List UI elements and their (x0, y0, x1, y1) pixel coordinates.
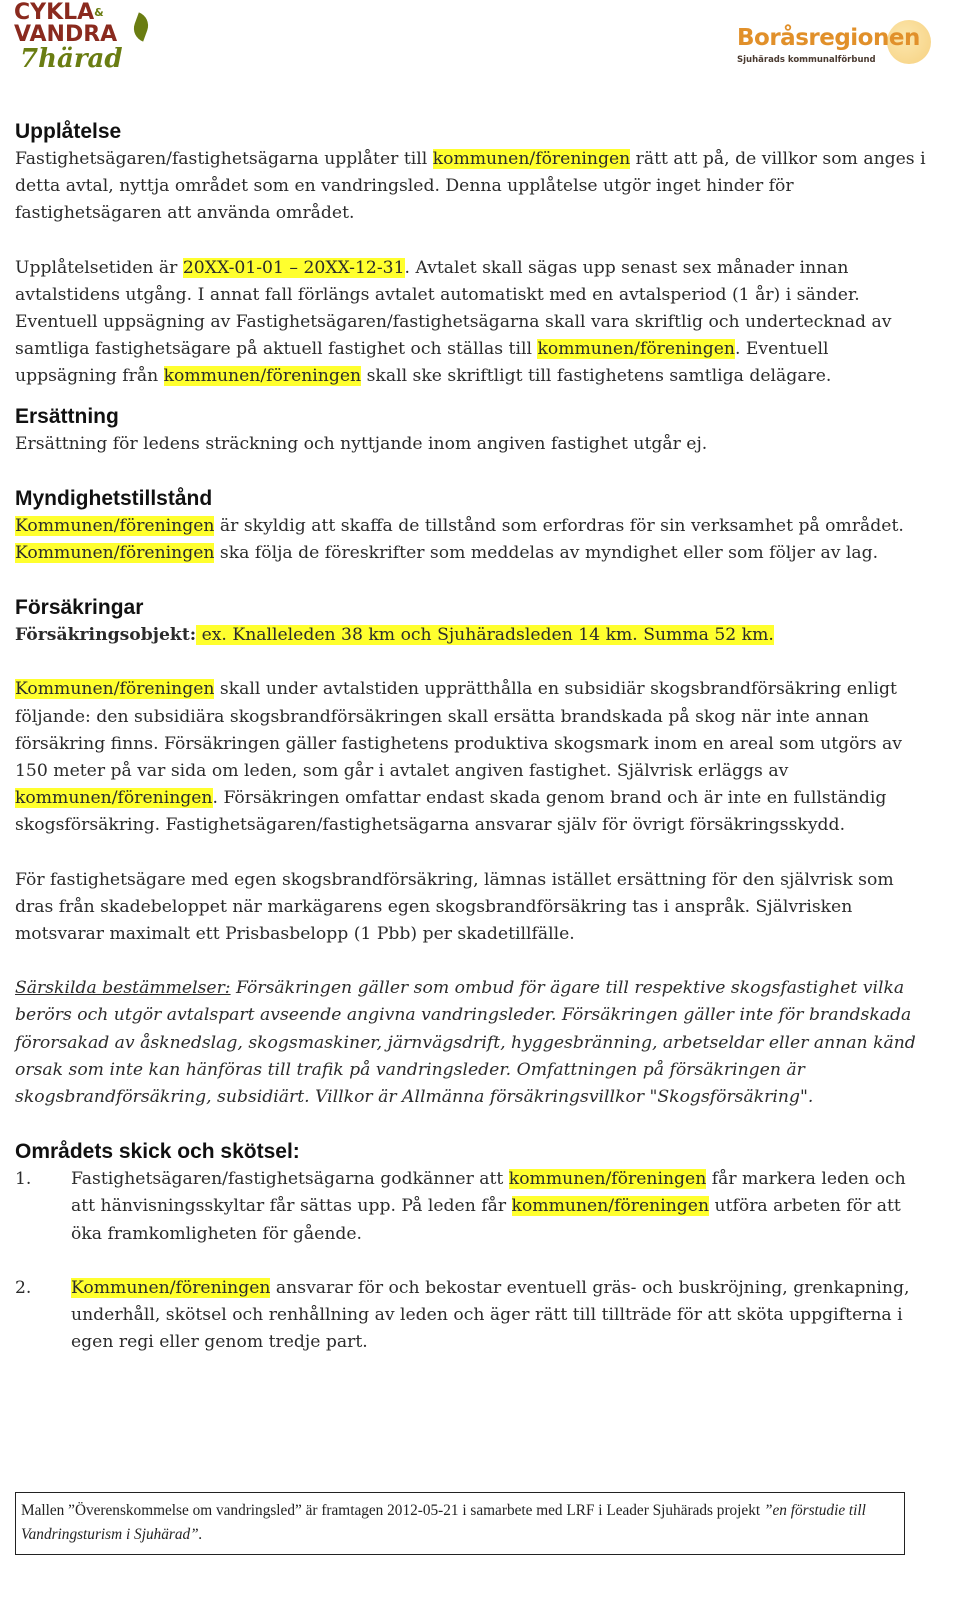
logo-line1: CYKLA (14, 0, 95, 25)
skick-list (15, 1166, 935, 1356)
heading-ersattning: Ersättning (15, 404, 119, 428)
highlighted-party: Kommunen/föreningen (15, 679, 215, 700)
upplatelse-paragraph-1 (15, 146, 935, 228)
object-label: Försäkringsobjekt: (15, 625, 197, 646)
logo-line2: VANDRA (14, 22, 118, 47)
list-spacer (15, 1248, 935, 1275)
text: Fastighetsägaren/fastighetsägarna godkänner att (71, 1169, 509, 1190)
list-number: 1. (15, 1169, 32, 1190)
cykla-vandra-logo (14, 0, 154, 74)
ersattning-paragraph: Ersättning för ledens sträckning och nyttjande inom angiven fastighet utgår ej. (15, 433, 708, 454)
text: rätt att på, de villkor som anges i detta avtal, nyttja området som en vandringsled. Denna upplåtelse utgör inget hinder för fastighetsägaren att använda området. (15, 149, 926, 224)
highlighted-party: Kommunen/föreningen (15, 543, 215, 564)
heading-forsakringar: Försäkringar (15, 596, 144, 620)
highlighted-party: kommunen/föreningen (508, 1169, 707, 1190)
logo-name: Boråsregionen (737, 25, 920, 51)
text: Fastighetsägaren/fastighetsägarna upplåter till (15, 149, 433, 169)
highlighted-party: kommunen/föreningen (15, 788, 213, 809)
object-value: ex. Knalleleden 38 km och Sjuhäradsleden 14 km. Summa 52 km. (196, 625, 774, 646)
text: ansvarar för och bekostar eventuell gräs- och buskröjning, grenkapning, underhåll, skötsel och renhållning av leden och äger rätt till tillträde för att sköta uppgifterna i egen regi eller genom tredje part. (71, 1277, 910, 1353)
logo-amp: & (94, 6, 104, 19)
forsakringar-paragraph-2: För fastighetsägare med egen skogsbrandförsäkring, lämnas istället ersättning för den självrisk som dras från skadebeloppet när markägarens egen skogsbrandförsäkring tas i anspråk. Självrisken motsvarar maximalt ett Prisbasbelopp (1 Pbb) per skadetillfälle. (15, 869, 894, 945)
forsakringsobjekt (15, 622, 935, 649)
text: utföra arbeten för att öka framkomligheten för gående. (71, 1196, 901, 1244)
highlighted-party: kommunen/föreningen (432, 149, 631, 169)
text: . Försäkringen omfattar endast skada genom brand och är inte en fullständig skogsförsäkring. Fastighetsägaren/fastighetsägarna ansvarar själv för övrigt försäkringsskydd. (15, 788, 887, 836)
list-item (15, 1166, 935, 1248)
text: ska följa de föreskrifter som meddelas av myndighet eller som följer av lag. (214, 543, 879, 564)
borasregionen-logo (737, 22, 947, 72)
special-text: Försäkringen gäller som ombud för ägare till respektive skogsfastighet vilka berörs och utgör avtalspart avseende angivna vandringsleder. Försäkringen gäller inte för brandskada förorsakad av åsknedslag, skogsmaskiner, järnvägsdrift, hyggesbränning, arbetseldar eller annan känd orsak som inte kan hänföras till trafik på vandringsleder. Omfattningen på försäkringen är skogsbrandförsäkring, subsidiärt. Villkor är Allmänna försäkringsvillkor "Skogsförsäkring". (15, 978, 916, 1108)
text: Upplåtelsetiden är (15, 257, 183, 278)
footer-italic: ”en förstudie till Vandringsturism i Sjuhärad”. (21, 1502, 866, 1543)
footer-text: Mallen ”Överenskommelse om vandringsled” är framtagen 2012-05-21 i samarbete med LRF i Leader Sjuhärads projekt (21, 1502, 764, 1519)
highlighted-party: kommunen/föreningen (511, 1196, 710, 1217)
text: får markera leden och att hänvisningsskyltar får sättas upp. På leden får (71, 1169, 906, 1217)
footer-note (15, 1492, 905, 1555)
text: skall under avtalstiden upprätthålla en subsidiär skogsbrandförsäkring enligt följande: den subsidiära skogsbrandförsäkringen skall ersätta brandskada på skog när inte annan försäkring finns. Försäkringen gäller fastighetens produktiva skogsmark inom en areal som utgörs av 150 meter på var sida om leden, som går i avtalet angiven fastighet. Självrisk erläggs av (15, 679, 902, 782)
myndighet-paragraph (15, 513, 935, 567)
upplatelse-paragraph-2 (15, 255, 935, 391)
text: . Avtalet skall sägas upp senast sex månader innan avtalstidens utgång. I annat fall förlängs avtalet automatiskt med en avtalsperiod (1 år) i sänder. Eventuell uppsägning av Fastighetsägaren/fastighetsägarna skall vara skriftlig och undertecknad av samtliga fastighetsägare på aktuell fastighet och ställas till (15, 257, 892, 360)
text: skall ske skriftligt till fastighetens samtliga delägare. (361, 366, 832, 387)
logo-line3: 7härad (20, 44, 123, 74)
document-body (15, 118, 935, 1357)
logo-subtitle: Sjuhärads kommunalförbund (737, 55, 876, 65)
highlighted-party: Kommunen/föreningen (71, 1277, 271, 1298)
special-label: Särskilda bestämmelser: (15, 978, 231, 999)
heading-myndighetstillstand: Myndighetstillstånd (15, 486, 213, 510)
highlighted-party: kommunen/föreningen (163, 366, 362, 387)
heading-upplatelse: Upplåtelse (15, 120, 122, 143)
heading-omradets-skick: Områdets skick och skötsel: (15, 1140, 300, 1164)
list-number: 2. (15, 1277, 32, 1298)
text: . Eventuell uppsägning från (15, 339, 829, 387)
list-item (15, 1275, 935, 1357)
text: är skyldig att skaffa de tillstånd som erfordras för sin verksamhet på området. (214, 515, 904, 536)
highlighted-dates: 20XX-01-01 – 20XX-12-31 (182, 257, 405, 278)
highlighted-party: kommunen/föreningen (537, 339, 735, 360)
sarskilda-bestammelser (15, 975, 935, 1111)
forsakringar-paragraph-1 (15, 676, 935, 839)
highlighted-party: Kommunen/föreningen (15, 515, 215, 536)
